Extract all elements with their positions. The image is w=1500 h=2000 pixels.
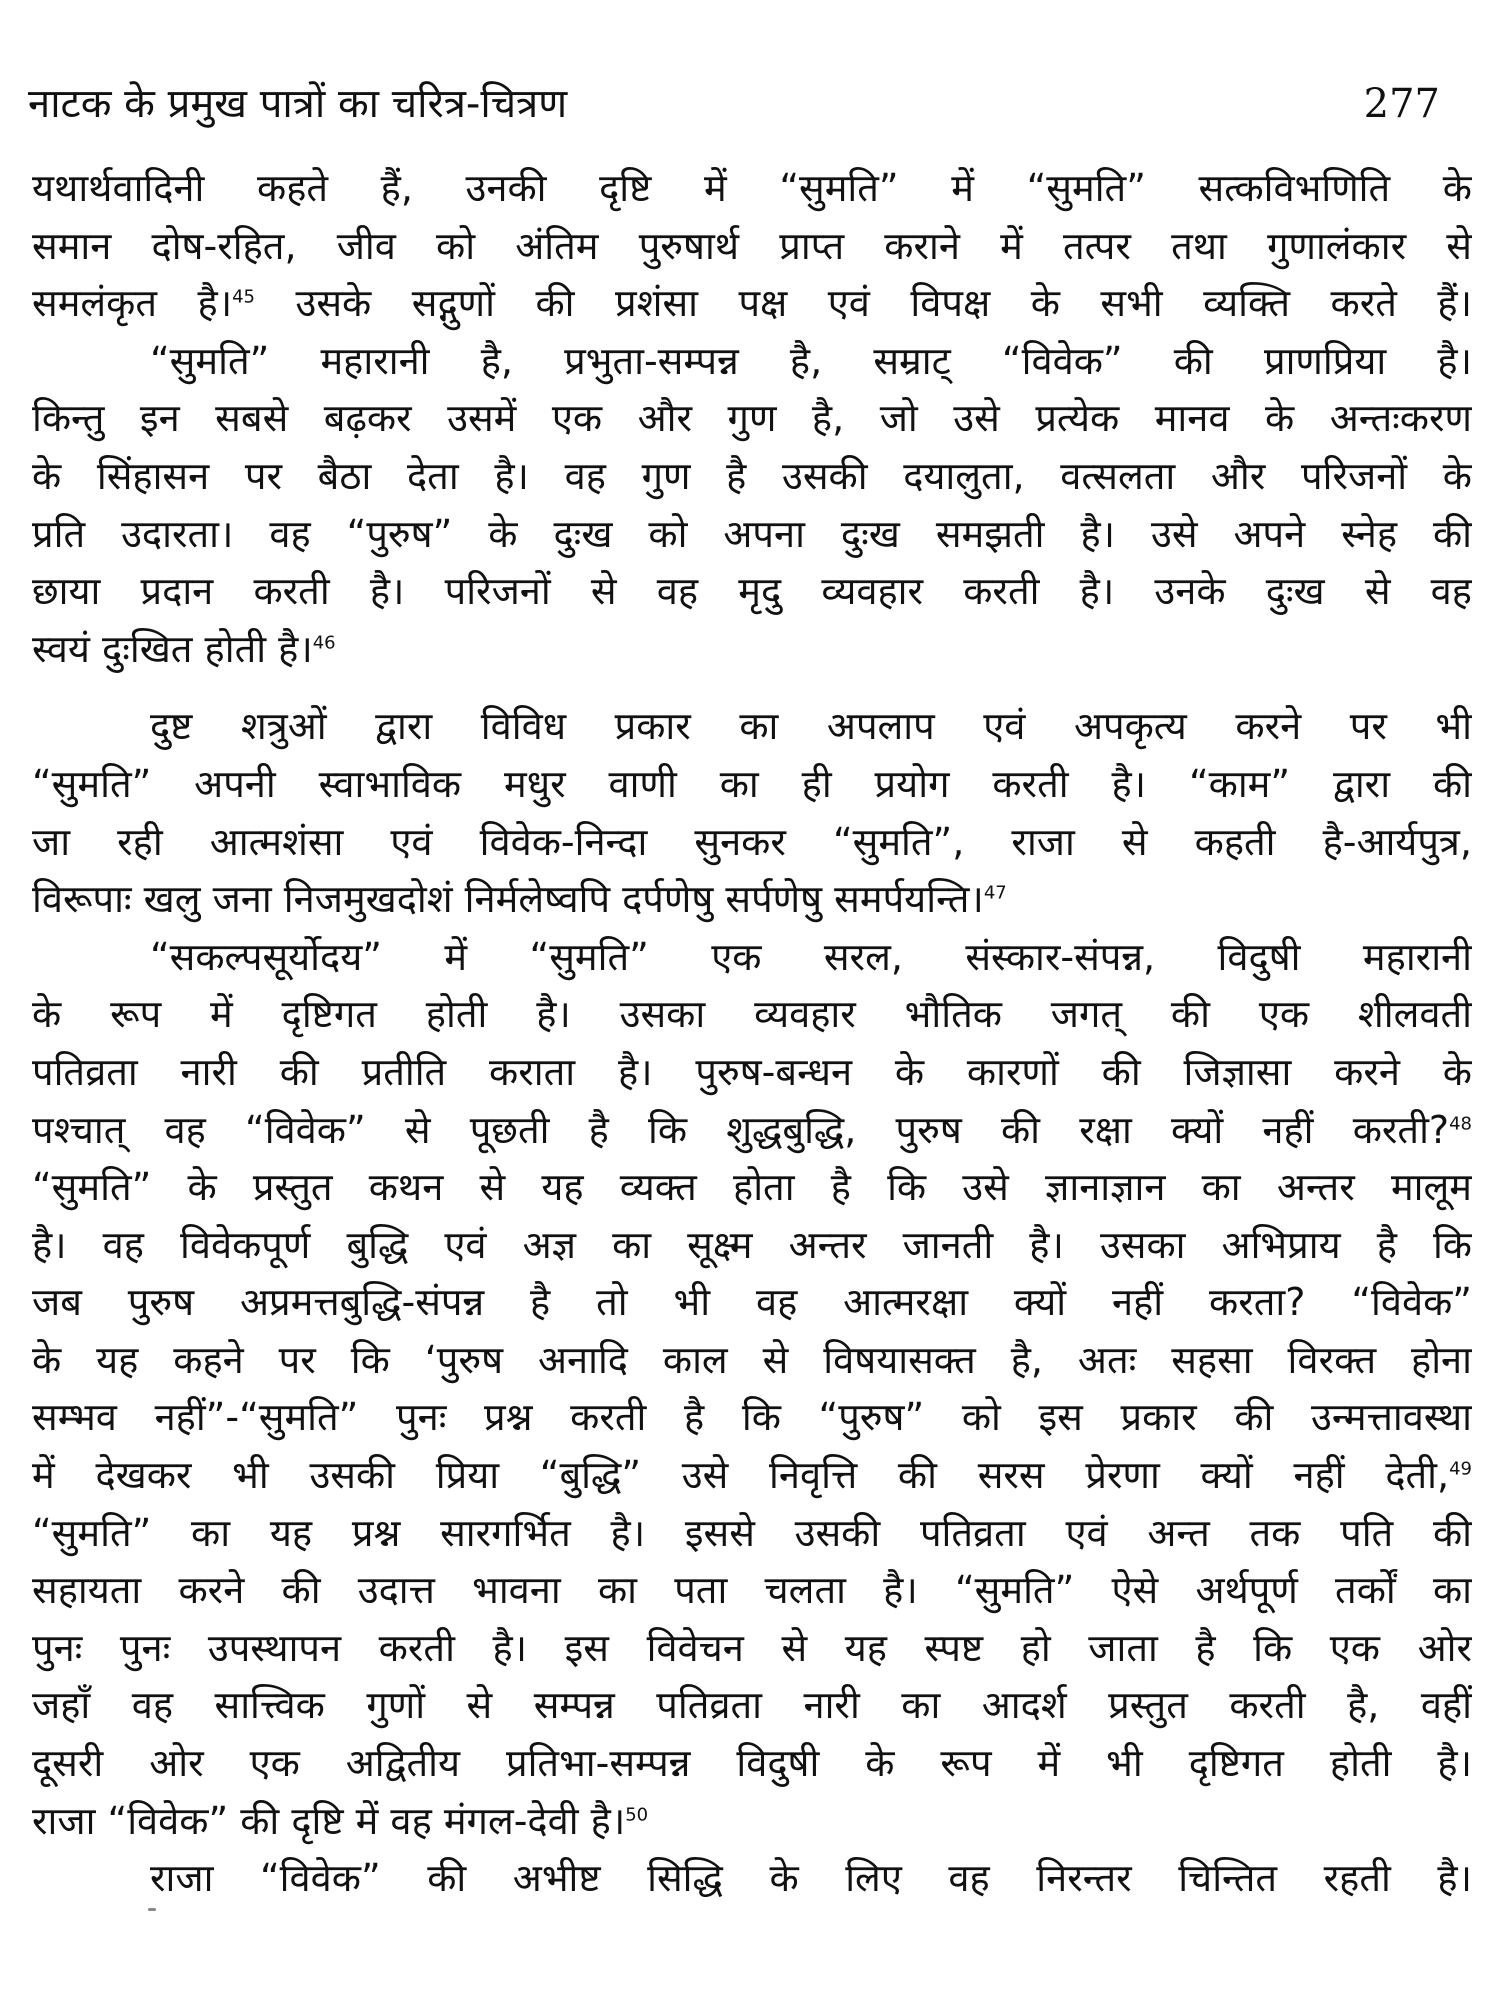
text-line: छाया प्रदान करती है। परिजनों से वह मृदु व्यवहार करती है। उनके दुःख से वह (32, 569, 1472, 614)
paragraph (32, 160, 1472, 333)
text-line: है। वह विवेकपूर्ण बुद्धि एवं अज्ञ का सूक्ष्म अन्तर जानती है। उसका अभिप्राय है कि (32, 1222, 1472, 1267)
body-text (32, 160, 1472, 1908)
text-line: किन्तु इन सबसे बढ़कर उसमें एक और गुण है, जो उसे प्रत्येक मानव के अन्तःकरण (32, 396, 1472, 441)
chapter-title: नाटक के प्रमुख पात्रों का चरित्र-चित्रण (28, 81, 568, 127)
scan-speck (148, 1908, 156, 1911)
text-line: प्रति उदारता। वह “पुरुष” के दुःख को अपना दुःख समझती है। उसे अपने स्नेह की (32, 511, 1472, 556)
paragraph (32, 333, 1472, 679)
paragraph (32, 929, 1472, 1851)
text-line: पश्चात् वह “विवेक” से पूछती है कि शुद्धबुद्धि, पुरुष की रक्षा क्यों नहीं करती?$^{48}$ (32, 1107, 1472, 1152)
paragraph (32, 1850, 1472, 1908)
running-header (28, 74, 1470, 134)
text-line: के यह कहने पर कि ‘पुरुष अनादि काल से विषयासक्त है, अतः सहसा विरक्त होना (32, 1337, 1472, 1382)
text-line: “सुमति” का यह प्रश्न सारगर्भित है। इससे उसकी पतिव्रता एवं अन्त तक पति की (32, 1510, 1472, 1555)
footnote-marker: 49 (1449, 1458, 1472, 1480)
footnote-marker: 45 (232, 286, 256, 308)
text-line: विरूपाः खलु जना निजमुखदोशं निर्मलेष्वपि दर्पणेषु सर्पणेषु समर्पयन्ति।$^{47}$ (32, 877, 1007, 922)
text-line: में देखकर भी उसकी प्रिया “बुद्धि” उसे निवृत्ति की सरस प्रेरणा क्यों नहीं देती,$^{49}$ (32, 1453, 1472, 1498)
footnote-marker: 50 (625, 1803, 649, 1825)
text-line: राजा “विवेक” की दृष्टि में वह मंगल-देवी है।$^{50}$ (32, 1798, 649, 1843)
text-line: जा रही आत्मशंसा एवं विवेक-निन्दा सुनकर “सुमति”, राजा से कहती है-आर्यपुत्र, (32, 819, 1472, 864)
text-line: दुष्ट शत्रुओं द्वारा विविध प्रकार का अपलाप एवं अपकृत्य करने पर भी (150, 704, 1472, 749)
text-line: पुनः पुनः उपस्थापन करती है। इस विवेचन से यह स्पष्ट हो जाता है कि एक ओर (32, 1625, 1472, 1670)
text-line: सहायता करने की उदात्त भावना का पता चलता है। “सुमति” ऐसे अर्थपूर्ण तर्कों का (32, 1568, 1472, 1613)
footnote-marker: 46 (312, 632, 336, 654)
text-line: समान दोष-रहित, जीव को अंतिम पुरुषार्थ प्राप्त कराने में तत्पर तथा गुणालंकार से (32, 223, 1472, 268)
text-line: राजा “विवेक” की अभीष्ट सिद्धि के लिए वह निरन्तर चिन्तित रहती है। (150, 1856, 1472, 1901)
text-line: के सिंहासन पर बैठा देता है। वह गुण है उसकी दयालुता, वत्सलता और परिजनों के (32, 453, 1472, 498)
text-line: पतिव्रता नारी की प्रतीति कराता है। पुरुष-बन्धन के कारणों की जिज्ञासा करने के (32, 1049, 1472, 1094)
text-line: “सकल्पसूर्योदय” में “सुमति” एक सरल, संस्कार-संपन्न, विदुषी महारानी (150, 934, 1472, 979)
footnote-marker: 47 (983, 882, 1007, 904)
paragraph (32, 698, 1472, 928)
text-line: सम्भव नहीं”-“सुमति” पुनः प्रश्न करती है कि “पुरुष” को इस प्रकार की उन्मत्तावस्था (32, 1395, 1472, 1440)
text-line: के रूप में दृष्टिगत होती है। उसका व्यवहार भौतिक जगत् की एक शीलवती (32, 992, 1472, 1037)
text-line: जब पुरुष अप्रमत्तबुद्धि-संपन्न है तो भी वह आत्मरक्षा क्यों नहीं करता? “विवेक” (32, 1280, 1472, 1325)
text-line: “सुमति” अपनी स्वाभाविक मधुर वाणी का ही प्रयोग करती है। “काम” द्वारा की (32, 761, 1472, 806)
text-line: स्वयं दुःखित होती है।$^{46}$ (32, 626, 336, 671)
text-line: “सुमति” महारानी है, प्रभुता-सम्पन्न है, सम्राट् “विवेक” की प्राणप्रिया है। (150, 338, 1472, 383)
text-line: दूसरी ओर एक अद्वितीय प्रतिभा-सम्पन्न विदुषी के रूप में भी दृष्टिगत होती है। (32, 1741, 1472, 1786)
footnote-marker: 48 (1449, 1112, 1472, 1134)
text-line: यथार्थवादिनी कहते हैं, उनकी दृष्टि में “सुमति” में “सुमति” सत्कविभणिति के (32, 166, 1472, 210)
text-line: जहाँ वह सात्त्विक गुणों से सम्पन्न पतिव्रता नारी का आदर्श प्रस्तुत करती है, वहीं (32, 1683, 1472, 1728)
text-line: समलंकृत है।$^{45}$ उसके सद्गुणों की प्रशंसा पक्ष एवं विपक्ष के सभी व्यक्ति करते हैं। (32, 281, 1472, 326)
text-line: “सुमति” के प्रस्तुत कथन से यह व्यक्त होता है कि उसे ज्ञानाज्ञान का अन्तर मालूम (32, 1165, 1472, 1210)
page-number: 277 (1363, 81, 1440, 127)
